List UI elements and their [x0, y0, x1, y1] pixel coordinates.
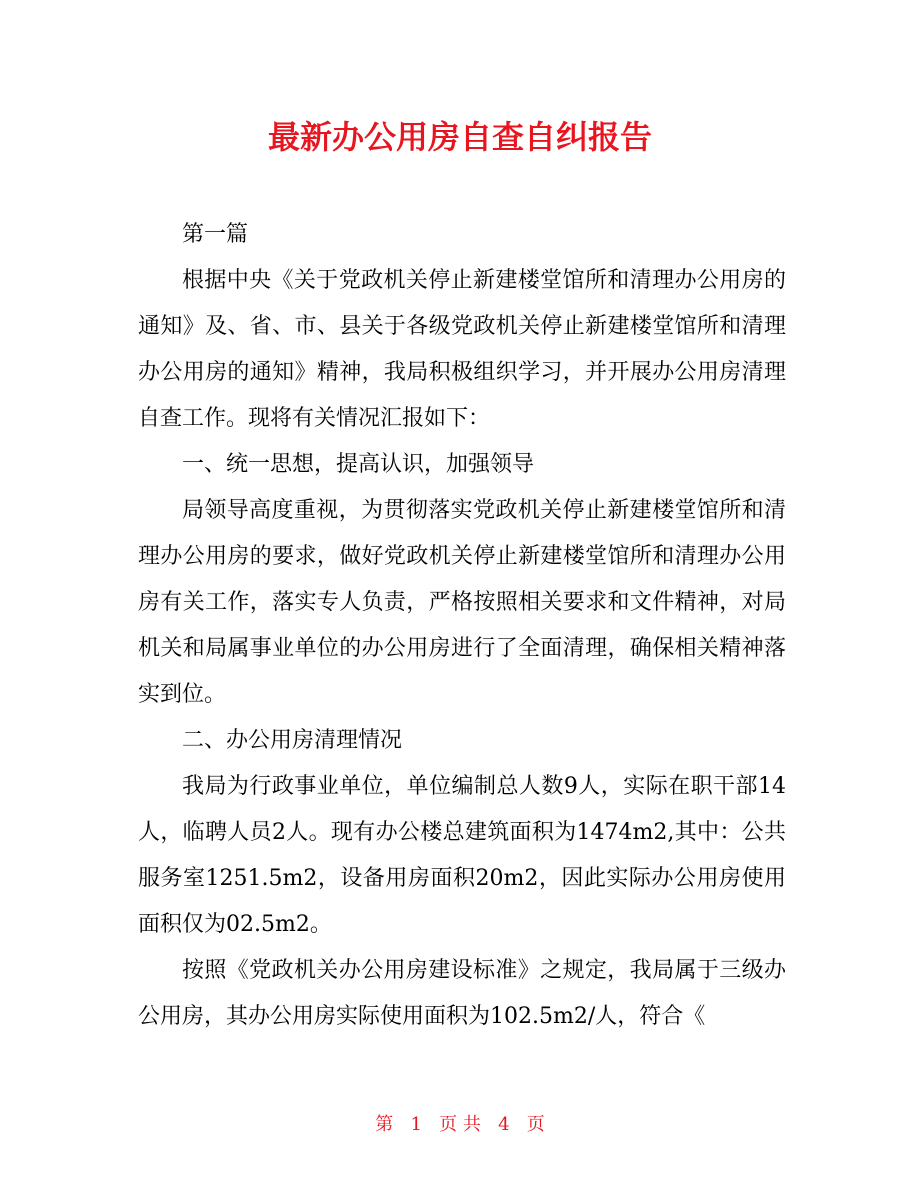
heading-section-1: 一、统一思想，提高认识，加强领导	[182, 452, 535, 477]
document-body	[138, 212, 786, 1040]
footer-current-page: 1	[410, 1114, 422, 1135]
paragraph-standard: 按照《党政机关办公用房建设标准》之规定，我局属于三级办公用房，其办公用房实际使用面积为102.5m2/人，符合《	[138, 958, 786, 1029]
paragraph-leadership: 局领导高度重视，为贯彻落实党政机关停止新建楼堂馆所和清理办公用房的要求，做好党政机关停止新建楼堂馆所和清理办公用房有关工作，落实专人负责，严格按照相关要求和文件精神，对局机关和局属事业单位的办公用房进行了全面清理，确保相关精神落实到位。	[138, 498, 786, 707]
heading-section-2: 二、办公用房清理情况	[182, 728, 403, 753]
footer-total-pages: 4	[498, 1114, 510, 1135]
paragraph-intro: 根据中央《关于党政机关停止新建楼堂馆所和清理办公用房的通知》及、省、市、县关于各级党政机关停止新建楼堂馆所和清理办公用房的通知》精神，我局积极组织学习，并开展办公用房清理自查工作。现将有关情况汇报如下：	[138, 268, 786, 431]
footer-prefix: 第	[375, 1114, 394, 1135]
footer-mid: 页 共	[439, 1114, 481, 1135]
section-label: 第一篇	[182, 222, 249, 247]
page-footer	[0, 1111, 920, 1139]
footer-suffix: 页	[526, 1114, 545, 1135]
paragraph-staffing: 我局为行政事业单位，单位编制总人数9人，实际在职干部14人，临聘人员2人。现有办公楼总建筑面积为1474m2,其中：公共服务室1251.5m2，设备用房面积20m2，因此实际办公用房使用面积仅为02.5m2。	[138, 774, 786, 937]
document-title: 最新办公用房自查自纠报告	[267, 118, 652, 156]
